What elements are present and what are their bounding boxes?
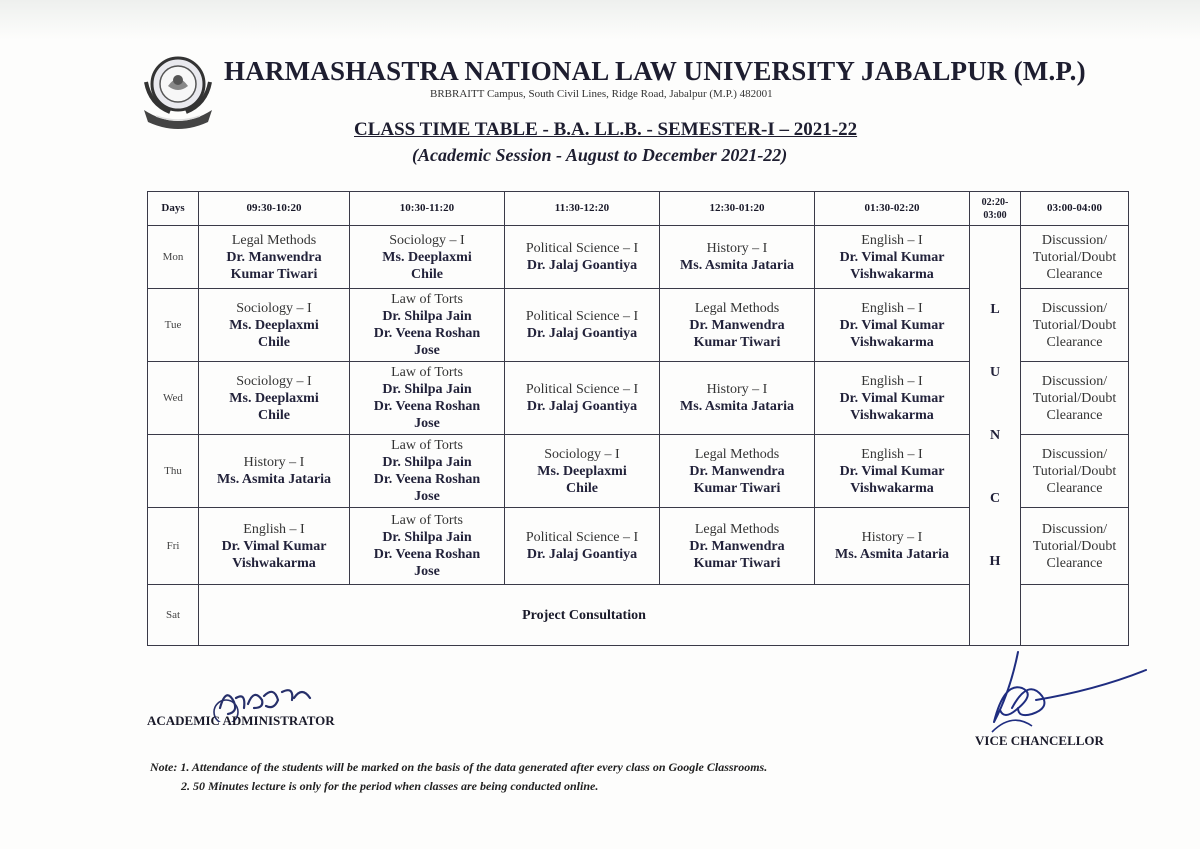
header-lunch: 02:20-03:00 (970, 192, 1021, 226)
subject-name: Legal Methods (694, 300, 780, 316)
lunch-letter: L (990, 302, 1000, 317)
header-slot-4: 12:30-01:20 (660, 192, 815, 226)
class-cell (350, 362, 505, 435)
subject-name: English – I (861, 446, 923, 462)
class-cell (199, 226, 350, 289)
timetable-body (148, 226, 1129, 646)
university-address: BRBRAITT Campus, South Civil Lines, Ridge Road, Jabalpur (M.P.) 482001 (430, 88, 773, 100)
teacher-name: Dr. Vimal Kumar (839, 249, 945, 265)
subject-name: English – I (243, 521, 305, 537)
teacher-name: Dr. Manwendra (689, 317, 785, 333)
table-row (148, 226, 1129, 289)
header-row (148, 192, 1129, 226)
teacher-name: Dr. Vimal Kumar (221, 538, 327, 554)
subject-name: Political Science – I (525, 241, 639, 256)
header-days: Days (148, 192, 199, 226)
teacher-name: Kumar Tiwari (693, 334, 781, 350)
header-slot-1: 09:30-10:20 (199, 192, 350, 226)
teacher-name: Dr. Vimal Kumar (839, 390, 945, 406)
subject-name: Law of Torts (391, 438, 463, 453)
teacher-name: Ms. Asmita Jataria (835, 547, 949, 562)
header-slot-2: 10:30-11:20 (350, 192, 505, 226)
teacher-name: Ms. Deeplaxmi (537, 463, 627, 479)
discussion-text: Tutorial/Doubt (1032, 317, 1117, 333)
subject-name: Legal Methods (231, 232, 317, 248)
scan-shadow (0, 0, 1200, 40)
discussion-text: Discussion/ (1041, 373, 1108, 389)
subject-name: Sociology – I (236, 373, 312, 389)
class-cell (660, 508, 815, 585)
teacher-name: Dr. Shilpa Jain (382, 382, 472, 397)
teacher-name: Ms. Asmita Jataria (680, 399, 794, 414)
header-slot-last: 03:00-04:00 (1021, 192, 1129, 226)
day-label: Fri (148, 508, 199, 585)
academic-administrator-label: ACADEMIC ADMINISTRATOR (147, 713, 335, 728)
subject-name: English – I (861, 373, 923, 389)
teacher-name: Vishwakarma (232, 555, 316, 571)
subject-name: Sociology – I (389, 232, 465, 248)
class-cell (660, 289, 815, 362)
class-cell (505, 289, 660, 362)
discussion-text: Tutorial/Doubt (1032, 538, 1117, 554)
teacher-name: Dr. Vimal Kumar (839, 317, 945, 333)
academic-session: (Academic Session - August to December 2021-22) (412, 145, 788, 165)
discussion-cell (1021, 226, 1129, 289)
teacher-name: Chile (566, 480, 598, 496)
discussion-text: Clearance (1046, 480, 1103, 496)
class-cell (815, 226, 970, 289)
teacher-name: Dr. Veena Roshan (373, 399, 481, 414)
subject-name: Law of Torts (391, 292, 463, 307)
subject-name: History – I (706, 382, 768, 397)
lunch-letter: C (989, 491, 1001, 506)
class-cell (505, 435, 660, 508)
discussion-text: Clearance (1046, 334, 1103, 350)
teacher-name: Chile (258, 407, 290, 423)
discussion-text: Discussion/ (1041, 300, 1108, 316)
empty-cell (1021, 585, 1129, 646)
class-cell (815, 289, 970, 362)
subject-name: History – I (243, 455, 305, 470)
note-1: Note: 1. Attendance of the students will be marked on the basis of the data generated after every class on Google Classrooms. (150, 760, 768, 774)
discussion-cell (1021, 289, 1129, 362)
class-cell (199, 362, 350, 435)
discussion-text: Discussion/ (1041, 521, 1108, 537)
subject-name: Legal Methods (694, 521, 780, 537)
discussion-text: Tutorial/Doubt (1032, 249, 1117, 265)
teacher-name: Ms. Deeplaxmi (382, 249, 472, 265)
teacher-name: Dr. Jalaj Goantiya (526, 258, 638, 273)
teacher-name: Ms. Deeplaxmi (229, 390, 319, 406)
discussion-cell (1021, 435, 1129, 508)
timetable (147, 191, 1129, 646)
class-cell (350, 226, 505, 289)
discussion-text: Tutorial/Doubt (1032, 463, 1117, 479)
teacher-name: Vishwakarma (850, 334, 934, 350)
discussion-text: Discussion/ (1041, 446, 1108, 462)
discussion-text: Clearance (1046, 407, 1103, 423)
teacher-name: Ms. Asmita Jataria (680, 258, 794, 273)
teacher-name: Kumar Tiwari (693, 480, 781, 496)
class-cell (815, 362, 970, 435)
subject-name: Law of Torts (391, 513, 463, 528)
subject-name: Legal Methods (694, 446, 780, 462)
subject-name: English – I (861, 300, 923, 316)
vice-chancellor-label: VICE CHANCELLOR (975, 733, 1104, 748)
teacher-name: Dr. Manwendra (689, 538, 785, 554)
discussion-text: Tutorial/Doubt (1032, 390, 1117, 406)
teacher-name: Dr. Manwendra (689, 463, 785, 479)
class-cell (199, 508, 350, 585)
class-cell (505, 226, 660, 289)
header-slot-3: 11:30-12:20 (505, 192, 660, 226)
subject-name: Political Science – I (525, 382, 639, 397)
class-cell (350, 508, 505, 585)
teacher-name: Dr. Shilpa Jain (382, 309, 472, 324)
subject-name: Sociology – I (236, 300, 312, 316)
class-cell (505, 508, 660, 585)
day-label: Tue (148, 289, 199, 362)
class-cell (660, 226, 815, 289)
teacher-name: Chile (258, 334, 290, 350)
class-cell (350, 435, 505, 508)
class-cell (350, 289, 505, 362)
class-cell (199, 435, 350, 508)
class-cell (660, 362, 815, 435)
subject-name: History – I (706, 241, 768, 256)
class-cell (199, 289, 350, 362)
university-emblem-icon (138, 52, 218, 130)
teacher-name: Dr. Veena Roshan (373, 472, 481, 487)
day-label: Wed (148, 362, 199, 435)
teacher-name: Dr. Veena Roshan (373, 547, 481, 562)
project-consultation: Project Consultation (199, 585, 970, 646)
discussion-text: Clearance (1046, 555, 1103, 571)
day-label: Mon (148, 226, 199, 289)
note-2: 2. 50 Minutes lecture is only for the period when classes are being conducted online. (181, 779, 599, 793)
teacher-name: Dr. Vimal Kumar (839, 463, 945, 479)
discussion-text: Discussion/ (1041, 232, 1108, 248)
teacher-name: Dr. Jalaj Goantiya (526, 547, 638, 562)
teacher-name: Jose (414, 343, 440, 358)
subject-name: Political Science – I (525, 309, 639, 324)
class-cell (815, 508, 970, 585)
lunch-break-cell (970, 226, 1021, 646)
subject-name: History – I (861, 530, 923, 545)
teacher-name: Ms. Asmita Jataria (217, 472, 331, 487)
discussion-cell (1021, 362, 1129, 435)
class-cell (505, 362, 660, 435)
day-label: Sat (148, 585, 199, 646)
teacher-name: Kumar Tiwari (693, 555, 781, 571)
university-name: HARMASHASTRA NATIONAL LAW UNIVERSITY JABALPUR (M.P.) (224, 56, 1086, 86)
subject-name: English – I (861, 232, 923, 248)
teacher-name: Ms. Deeplaxmi (229, 317, 319, 333)
teacher-name: Jose (414, 416, 440, 431)
lunch-letter: N (989, 428, 1001, 443)
teacher-name: Dr. Veena Roshan (373, 326, 481, 341)
subject-name: Sociology – I (544, 446, 620, 462)
class-cell (660, 435, 815, 508)
teacher-name: Chile (411, 266, 443, 282)
teacher-name: Kumar Tiwari (230, 266, 318, 282)
subject-name: Law of Torts (391, 365, 463, 380)
class-cell (815, 435, 970, 508)
teacher-name: Jose (414, 489, 440, 504)
notes (150, 758, 767, 796)
discussion-cell (1021, 508, 1129, 585)
teacher-name: Vishwakarma (850, 407, 934, 423)
timetable-title: CLASS TIME TABLE - B.A. LL.B. - SEMESTER-I – 2021-22 (354, 119, 858, 140)
teacher-name: Jose (414, 564, 440, 579)
teacher-name: Dr. Shilpa Jain (382, 530, 472, 545)
teacher-name: Dr. Manwendra (226, 249, 322, 265)
discussion-text: Clearance (1046, 266, 1103, 282)
teacher-name: Dr. Shilpa Jain (382, 455, 472, 470)
teacher-name: Vishwakarma (850, 266, 934, 282)
lunch-letter: H (989, 554, 1001, 569)
lunch-letter: U (989, 365, 1001, 380)
day-label: Thu (148, 435, 199, 508)
teacher-name: Dr. Jalaj Goantiya (526, 326, 638, 341)
teacher-name: Dr. Jalaj Goantiya (526, 399, 638, 414)
header-slot-5: 01:30-02:20 (815, 192, 970, 226)
subject-name: Political Science – I (525, 530, 639, 545)
teacher-name: Vishwakarma (850, 480, 934, 496)
